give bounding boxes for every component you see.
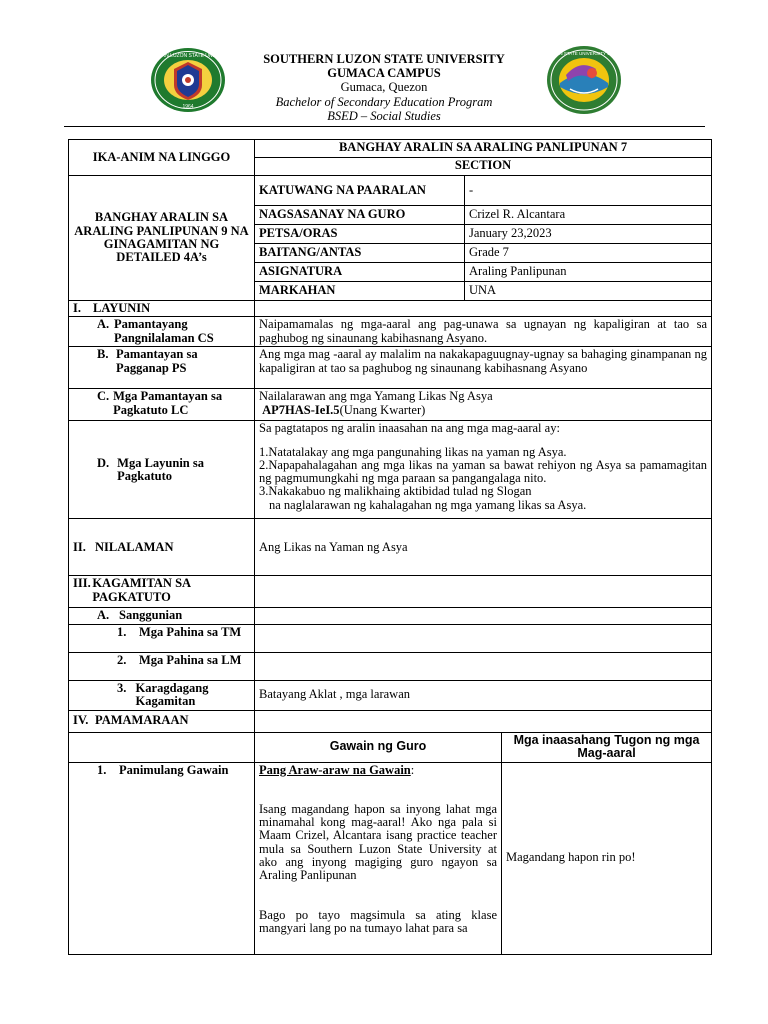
svg-text:SOUTHERN LUZON STATE UNIVERSIT: SOUTHERN LUZON STATE UNIVERSITY <box>140 53 236 59</box>
guro-activity: Pang Araw-araw na Gawain: Isang magandang hapon sa inyong lahat mga minamahal kong mag-aaral! Ako nga pala si Maam Crizel, Alcantara isang practice teacher mula sa Southern Luzon State University at ako ang inyong magiging guro ngayon sa Araling Panlipunan Bago po tayo magsimula sa ating klase mangyari lang po na tumayo lahat para sa <box>255 762 502 954</box>
layunin-item-b: B. Pamantayan sa Pagganap PS <box>69 347 255 389</box>
info-label: BAITANG/ANTAS <box>255 244 465 263</box>
guro-heading: Pang Araw-araw na Gawain <box>259 762 411 777</box>
empty-cell <box>255 576 712 608</box>
plan-title: BANGHAY ARALIN SA ARALING PANLIPUNAN 7 <box>255 140 712 158</box>
info-value: Crizel R. Alcantara <box>465 206 712 225</box>
layunin-text-d: Sa pagtatapos ng aralin inaasahan na ang mga mag-aaral ay: 1.Natatalakay ang mga pangunahing likas na yaman ng Asya. 2.Napapahalagahan ang mga likas na yaman sa bawat rehiyon ng Asya sa pamamagitan ng pagmumungkahi ng mga paraan sa pangangalaga nito. 3.Nakakabuo ng malikhaing aktibidad tulad ng Slogan na naglalarawan ng kahalagahan ng mga yamang likas sa Asya. <box>255 421 712 519</box>
layunin-text-b: Ang mga mag -aaral ay malalim na nakakapaguugnay-ugnay sa bahaging ginampanan ng kapaligiran at tao sa paghubog ng sinaunang kabihasnang Asyano <box>255 347 712 389</box>
empty-cell <box>255 608 712 624</box>
kagamitan-item: 1. Mga Pahina sa TM <box>69 624 255 652</box>
week-label: IKA-ANIM NA LINGGO <box>69 140 255 176</box>
campus-name: GUMACA CAMPUS <box>327 66 441 81</box>
section-nilalaman: II. NILALAMAN <box>69 519 255 576</box>
svg-text:1964: 1964 <box>182 104 194 110</box>
kagamitan-text: Batayang Aklat , mga larawan <box>255 680 712 710</box>
tugon-response: Magandang hapon rin po! <box>502 762 712 954</box>
section-label: SECTION <box>255 158 712 176</box>
layunin-item-c: C. Mga Pamantayan sa Pagkatuto LC <box>69 389 255 421</box>
kagamitan-text <box>255 652 712 680</box>
campus-location: Gumaca, Quezon <box>340 80 428 95</box>
program-name: Bachelor of Secondary Education Program <box>275 94 493 109</box>
info-label: KATUWANG NA PAARALAN <box>255 176 465 206</box>
section-pamamaraan: IV. PAMAMARAAN <box>69 710 255 732</box>
info-value: - <box>465 176 712 206</box>
nilalaman-text: Ang Likas na Yaman ng Asya <box>255 519 712 576</box>
header-divider <box>64 126 705 127</box>
section-kagamitan: III. KAGAMITAN SA PAGKATUTO <box>69 576 255 608</box>
info-label: NAGSASANAY NA GURO <box>255 206 465 225</box>
info-label: MARKAHAN <box>255 282 465 301</box>
lesson-plan-table <box>68 139 712 955</box>
layunin-text-c: Nailalarawan ang mga Yamang Likas Ng Asya AP7HAS-IeI.5(Unang Kwarter) <box>255 389 712 421</box>
info-label: ASIGNATURA <box>255 263 465 282</box>
empty-cell <box>255 710 712 732</box>
info-value: UNA <box>465 282 712 301</box>
column-gawain-ng-guro: Gawain ng Guro <box>255 732 502 762</box>
info-label: PETSA/ORAS <box>255 225 465 244</box>
kagamitan-item: 3. Karagdagang Kagamitan <box>69 680 255 710</box>
info-value: Araling Panlipunan <box>465 263 712 282</box>
learning-code: AP7HAS-IeI.5 <box>262 402 340 417</box>
empty-cell <box>255 301 712 317</box>
layunin-item-d: D. Mga Layunin sa Pagkatuto <box>69 421 255 519</box>
document-header <box>0 52 768 123</box>
objective-item: 3.Nakakabuo ng malikhaing aktibidad tulad ng Slogan <box>259 484 532 499</box>
kagamitan-text <box>255 624 712 652</box>
objective-item: 2.Napapahalagahan ang mga likas na yaman sa bawat rehiyon ng Asya sa pamamagitan ng pagmumungkahi ng mga paraan sa pangangalaga nito. <box>259 457 708 486</box>
kagamitan-item: 2. Mga Pahina sa LM <box>69 652 255 680</box>
plan-left-title: BANGHAY ARALIN SA ARALING PANLIPUNAN 9 NA GINAGAMITAN NG DETAILED 4A’s <box>69 176 255 301</box>
column-tugon-mag-aaral: Mga inaasahang Tugon ng mga Mag-aaral <box>502 732 712 762</box>
info-value: January 23,2023 <box>465 225 712 244</box>
step-panimulang-gawain: 1. Panimulang Gawain <box>69 762 255 954</box>
university-name: SOUTHERN LUZON STATE UNIVERSITY <box>263 52 505 66</box>
guro-greeting: Isang magandang hapon sa inyong lahat mga minamahal kong mag-aaral! Ako nga pala si Maam Crizel, Alcantara isang practice teacher mula sa Southern Luzon State University at ako ang inyong magiging guro ngayon sa Araling Panlipunan <box>259 801 497 883</box>
program-major: BSED – Social Studies <box>327 108 441 123</box>
layunin-item-a: A. Pamantayang Pangnilalaman CS <box>69 317 255 347</box>
layunin-text-a: Naipamamalas ng mga-aaral ang pag-unawa sa ugnayan ng kapaligiran at tao sa paghubog ng sinaunang kabihasnang Asyano. <box>255 317 712 347</box>
section-layunin: I. LAYUNIN <box>69 301 255 317</box>
svg-text:SOUTHERN LUZON STATE UNIVERSIT: SOUTHERN LUZON STATE UNIVERSITY GUMACA CAMPUS <box>520 51 648 56</box>
objective-item: na naglalarawan ng kahalagahan ng mga yamang likas sa Asya. <box>269 497 587 512</box>
sanggunian-label: A. Sanggunian <box>69 608 255 624</box>
info-value: Grade 7 <box>465 244 712 263</box>
guro-instruction: Bago po tayo magsimula sa ating klase mangyari lang po na tumayo lahat para sa <box>259 907 497 935</box>
objective-item: 1.Natatalakay ang mga pangunahing likas na yaman ng Asya. <box>259 444 567 459</box>
empty-cell <box>69 732 255 762</box>
